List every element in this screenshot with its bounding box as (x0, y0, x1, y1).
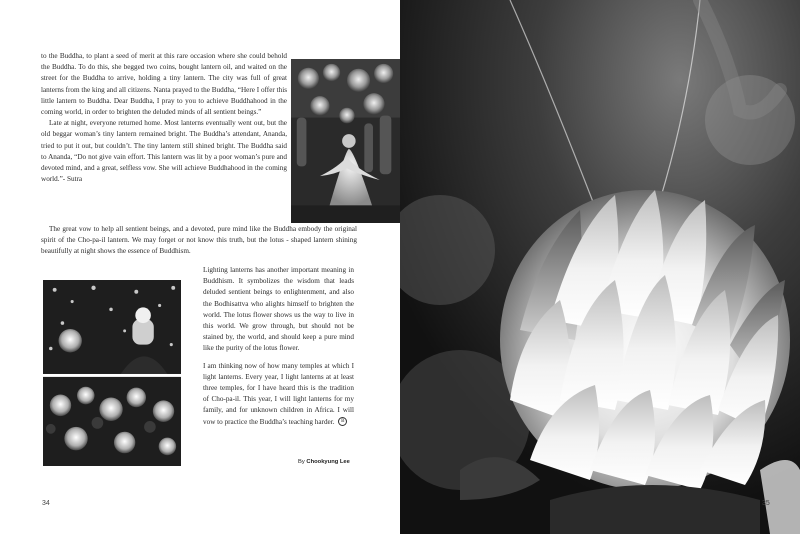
article-paragraph-5 (203, 361, 354, 428)
article-column-right (203, 265, 354, 428)
article-paragraph-5-text: I am thinking now of how many temples at which I light lanterns. Every year, I light lanterns at at least three temples, for I have heard this is the tradition of Cho-pa-il. This year, I will light lanterns for my family, and for unknown children in Africa. I will vow to practice the Buddha’s teaching harder. (203, 361, 354, 426)
article-column-full (41, 224, 357, 258)
byline-author: Chookyung Lee (306, 459, 350, 465)
article-paragraph-3: The great vow to help all sentient beings, and a devoted, pure mind like the Buddha embody the original spirit of the Cho-pa-il lantern. We may forget or not know this truth, but the lotus - shaped lantern shining beautifully at night shows the essence of Buddhism. (41, 225, 357, 256)
page-number-left: 34 (42, 500, 50, 507)
lantern-parade-crowd-image (43, 280, 181, 466)
lantern-dancers-photo (289, 57, 402, 225)
lotus-lantern-image (400, 0, 800, 534)
lantern-parade-crowd-photo (41, 278, 183, 468)
lantern-dancers-image (291, 59, 400, 223)
article-paragraph-1: to the Buddha, to plant a seed of merit at this rare occasion where she could behold the Buddha. To do this, she begged two coins, bought lantern oil, and waited on the street for the Buddha to arrive, holding a tiny lantern. The city was full of great lanterns from the king and all citizens. Nanta prayed to the Buddha, “Here I offer this little lantern to Buddha. Dear Buddha, I pray to you to achieve Buddhahood in the coming world, in order to brighten the deluded minds of all sentient beings.” (41, 52, 287, 117)
article-paragraph-4: Lighting lanterns has another important meaning in Buddhism. It symbolizes the wisdom that leads deluded sentient beings to enlightenment, and also the Bodhisattva who alights himself to brighten the world. The lotus flower shows us the way to live in this world. We grow through, but should not be stained by, the world, and should keep a pure mind like the purity of the lotus flower. (203, 266, 354, 353)
end-mark-icon: B (338, 417, 347, 426)
lotus-lantern-photo (400, 0, 800, 534)
page-number-right: 35 (762, 500, 770, 507)
byline-prefix: By (298, 459, 305, 465)
article-paragraph-2: Late at night, everyone returned home. Most lanterns eventually went out, but the old beggar woman’s tiny lantern remained bright. The Buddha’s attendant, Ananda, tried to put it out, but couldn’t. The tiny lantern still shined bright. The Buddha said to Ananda, “Do not give vain effort. This lantern was lit by a poor woman’s pure and devoted mind, and a great, selfless vow. She will achieve Buddhahood in the coming world.”- Sutra (41, 119, 287, 184)
article-column-top (41, 51, 287, 185)
byline (298, 459, 350, 465)
right-page (400, 0, 800, 534)
